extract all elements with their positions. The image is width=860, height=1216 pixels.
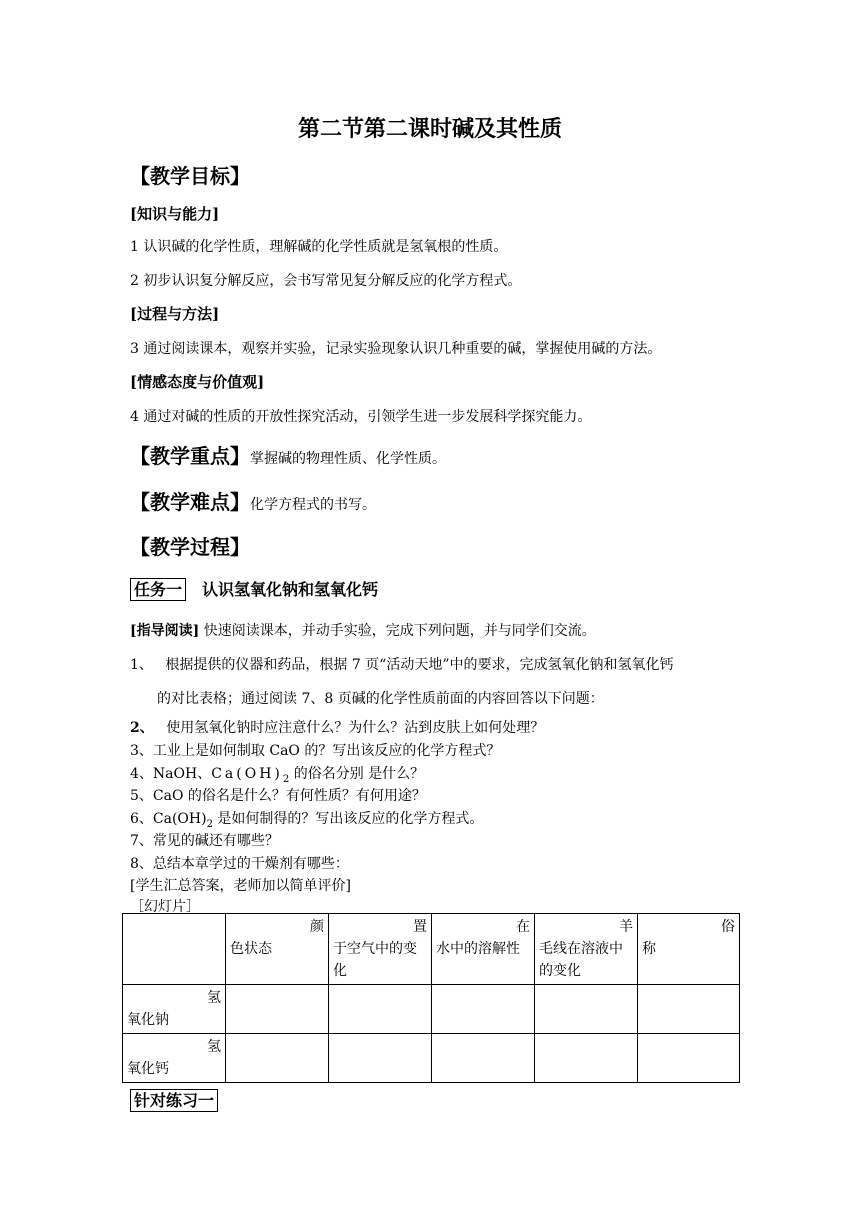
- question-6-prefix: 6、Ca(OH): [130, 811, 207, 827]
- guide-line: [130, 620, 596, 640]
- question-2-number: 2、: [130, 720, 154, 736]
- key-point-text: 掌握碱的物理性质、化学性质。: [250, 451, 446, 467]
- question-4-prefix: 4、NaOH、: [130, 766, 212, 782]
- table-cell[interactable]: [226, 985, 329, 1034]
- question-1: [130, 654, 674, 674]
- table-header-cell: 俗 称: [638, 914, 740, 985]
- table-header-row: [123, 914, 740, 985]
- question-4-formula: Ca(OH): [211, 766, 283, 782]
- table-cell[interactable]: [535, 1034, 638, 1083]
- attitude-heading: [情感态度与价值观]: [130, 373, 265, 391]
- question-2: [130, 717, 544, 737]
- table-row-label: 氢 氧化钙: [123, 1034, 226, 1083]
- question-3: 3、工业上是如何制取 CaO 的？写出该反应的化学方程式？: [130, 743, 501, 759]
- difficulty-text: 化学方程式的书写。: [250, 497, 376, 513]
- question-6-subscript: 2: [206, 818, 213, 830]
- process-method-heading: [过程与方法]: [130, 305, 220, 323]
- difficulty-heading: 【教学难点】: [130, 490, 250, 514]
- table-header-cell: 颜 色状态: [226, 914, 329, 985]
- knowledge-heading: [知识与能力]: [130, 205, 220, 223]
- slide-label: ［幻灯片］: [130, 899, 200, 915]
- table-row: [123, 1034, 740, 1083]
- objectives-heading: 【教学目标】: [130, 164, 250, 188]
- question-7: 7、常见的碱还有哪些？: [130, 833, 279, 849]
- question-2-text: 使用氢氧化钠时应注意什么？为什么？沾到皮肤上如何处理？: [166, 720, 545, 736]
- table-corner-cell: [123, 914, 226, 985]
- objective-2: 2 初步认识复分解反应，会书写常见复分解反应的化学方程式。: [130, 273, 522, 289]
- difficulty-line: [130, 486, 376, 515]
- question-1-line2: 的对比表格；通过阅读 7、8 页碱的化学性质前面的内容回答以下问题：: [157, 691, 604, 707]
- objective-1: 1 认识碱的化学性质，理解碱的化学性质就是氢氧根的性质。: [130, 239, 508, 255]
- question-1-number: 1、: [130, 657, 153, 673]
- table-cell[interactable]: [638, 985, 740, 1034]
- key-point-heading: 【教学重点】: [130, 444, 250, 468]
- table-cell[interactable]: [329, 985, 432, 1034]
- summary-note: [学生汇总答案，老师加以简单评价]: [130, 878, 351, 894]
- table-cell[interactable]: [432, 1034, 535, 1083]
- guide-text: 快速阅读课本，并动手实验，完成下列问题，并与同学们交流。: [199, 623, 596, 639]
- question-8: 8、总结本章学过的干燥剂有哪些：: [130, 856, 349, 872]
- process-heading: 【教学过程】: [130, 535, 250, 559]
- table-row-label: 氢 氧化钠: [123, 985, 226, 1034]
- question-4-suffix: 的俗名分别 是什么？: [289, 766, 425, 782]
- table-header-cell: 羊 毛线在溶液中的变化: [535, 914, 638, 985]
- practice-line: [130, 1088, 218, 1111]
- question-6: [130, 808, 483, 830]
- objective-3: 3 通过阅读课本，观察并实验，记录实验现象认识几种重要的碱，掌握使用碱的方法。: [130, 341, 662, 357]
- table-cell[interactable]: [432, 985, 535, 1034]
- question-6-suffix: 是如何制得的？写出该反应的化学方程式。: [212, 811, 484, 827]
- table-cell[interactable]: [535, 985, 638, 1034]
- table-header-cell: 置 于空气中的变化: [329, 914, 432, 985]
- task1-line: [130, 577, 378, 600]
- table-cell[interactable]: [226, 1034, 329, 1083]
- question-4: [130, 763, 424, 785]
- question-1-line1: 根据提供的仪器和药品，根据 7 页“活动天地”中的要求，完成氢氧化钠和氢氧化钙: [165, 657, 674, 673]
- table-row: [123, 985, 740, 1034]
- table-cell[interactable]: [329, 1034, 432, 1083]
- table-cell[interactable]: [638, 1034, 740, 1083]
- guide-label: [指导阅读]: [130, 623, 200, 639]
- task1-title: 认识氢氧化钠和氢氧化钙: [202, 580, 379, 599]
- comparison-table: [122, 913, 740, 1083]
- page-title: 第二节第二课时碱及其性质: [297, 117, 562, 142]
- task1-box: 任务一: [130, 578, 186, 601]
- question-4-subscript: 2: [282, 773, 290, 785]
- table-header-cell: 在 水中的溶解性: [432, 914, 535, 985]
- key-point-line: [130, 440, 446, 469]
- question-5: 5、CaO 的俗名是什么？有何性质？有何用途？: [130, 788, 426, 804]
- practice-box: 针对练习一: [130, 1089, 218, 1112]
- objective-4: 4 通过对碱的性质的开放性探究活动，引领学生进一步发展科学探究能力。: [130, 409, 592, 425]
